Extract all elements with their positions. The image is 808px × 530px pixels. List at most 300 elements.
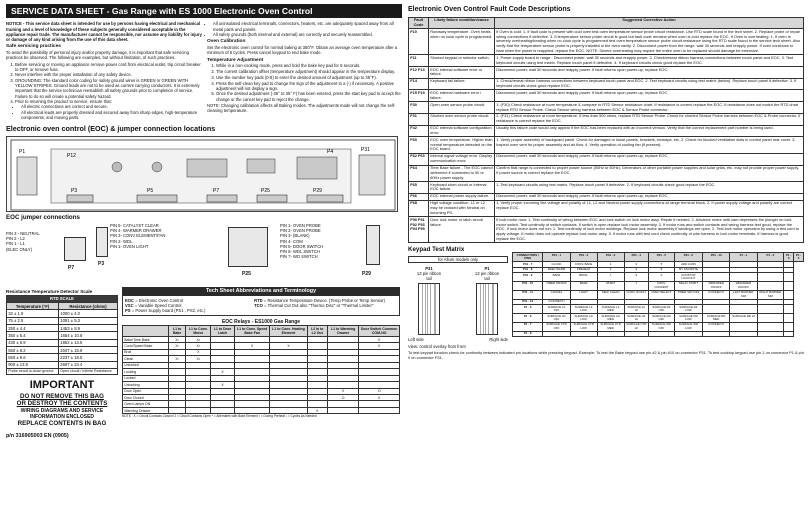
fault-code: F14: [409, 78, 429, 90]
keypad-cell: OVEN SELECT: [648, 290, 674, 299]
rtd-cell: 1852 ± 13.5: [59, 339, 118, 346]
left-side-label: Left side: [408, 337, 424, 343]
keypad-cell: [730, 305, 757, 314]
table-row: [409, 102, 804, 114]
fault-col-code: Fault Code: [409, 17, 429, 29]
keypad-cell: [730, 273, 757, 282]
fault-table: [408, 17, 804, 244]
fault-condition: Keyboard tail failure.: [429, 78, 495, 90]
rtd-cell: 75 ± 2.5: [7, 317, 59, 324]
label-p29: P29: [313, 187, 322, 194]
keypad-cell: TIMER ON/OFF: [543, 281, 570, 290]
safety-item: [15, 99, 202, 120]
keypad-cell: [702, 273, 729, 282]
safety-subitem: • All electric connections are correct and secure.: [21, 104, 202, 109]
keypad-left: [408, 246, 508, 349]
keypad-cell: [757, 273, 784, 282]
relay-cell: O: [359, 388, 400, 394]
jumper-pin: PIN 7- WD SWITCH: [280, 253, 318, 259]
keypad-cell: SURFACE WD LOW: [674, 322, 702, 331]
rtd-cell: 1654 ± 10.8: [59, 332, 118, 339]
ribbon-p1-tail: [476, 283, 498, 335]
keypad-cell: [784, 281, 794, 290]
eoc-board-diagram: [6, 136, 398, 212]
relay-mode: Bake/Time Bake: [123, 336, 169, 342]
keypad-side-labels: [408, 337, 508, 342]
table-row: [409, 137, 804, 153]
jumper-label-p29: P29: [362, 271, 371, 278]
relays-col: L1 to Bake: [169, 326, 186, 337]
keypad-col: P1 - 4: [794, 253, 804, 262]
relay-mode: Locking: [123, 369, 169, 375]
rtd-cell: 2047 ± 15.8: [59, 346, 118, 353]
label-p4: P4: [327, 148, 334, 155]
connector-p7: [207, 195, 237, 202]
component: [297, 157, 337, 179]
fault-action: If lock motor runs: 1. Test continuity of wiring between EOC and lock switch on lock motor assy. Repair if needed. 2. Advance motor until cam depresses the plunger on lock motor switch. Test continuity of switch contacts. If switch is open replace lock motor assembly. 3. If motor runs and switch contacts and wiring harness test good, replace the EOC. If lock motor does not run: 1. Test continuity of lock motor windings. Replace lock motor assembly if windings are open. 2. Test lock motor operation by using a test cord to apply voltage. If motor does not operate replace lock motor assy. 3. If motor runs with test cord check continuity of wire harness to lock motor terminals. If harness is good replace the EOC.: [495, 217, 804, 243]
keypad-cell: [702, 305, 729, 314]
relays-col: L1 to Conv. Speed Bake Fan: [234, 326, 270, 337]
relays-body: [123, 336, 400, 413]
safety-item: 3. GROUNDING: The standard color coding for safety ground wires is GREEN or GREEN WITH YELLOW STRIPES. Ground leads are not to be used as current carrying conductors. It is extremely important that the service technician reestablish all safety grounds prior to completion of service. Failure to do so will create a potential safety hazard.: [15, 78, 202, 99]
fault-condition: High voltage condition. L1 or L2 may be crossed with Neutral on incoming PS.: [429, 200, 495, 216]
relay-cell: X: [211, 382, 235, 388]
fault-action: Confirm that range is connected to proper power source (50Hz or 60Hz). Generators or other portable power supplies and solar grids, etc. may not provide proper power supply. If power source is correct replace the EOC.: [495, 165, 804, 181]
fault-action: 1. (F30) Check resistance at room temperature & compare to RTD Sensor resistance chart. If resistance is correct replace the EOC. If resistance does not match the RTD chart replace RTD Sensor Probe. Check Sensor wiring harness between EOC & Sensor Probe connector.: [495, 102, 804, 114]
abbrev-term: VSC: [125, 302, 134, 308]
keypad-cell: [757, 313, 784, 322]
keypad-cell: SURFACE CTR OFF: [543, 322, 570, 331]
keypad-cell: (CONNECT): [702, 290, 729, 299]
relays-table: [122, 325, 400, 414]
keypad-cell: BAKE: [570, 281, 597, 290]
jumper-pin: PIN 5- DOOR SWITCH: [280, 243, 324, 249]
keypad-col: P31 - 4: [624, 253, 648, 262]
important-line: OR DESTROY THE CONTENTS: [16, 400, 108, 408]
relay-cell: [169, 407, 186, 413]
relay-cell: X: [359, 343, 400, 349]
abbrev-term: RTD: [254, 297, 263, 303]
rtd-col-temp: Temperature (°F): [7, 303, 59, 310]
view-note: View: control overlay from front: [408, 344, 466, 350]
keypad-cell: [784, 322, 794, 331]
ribbon-p31: [414, 266, 444, 337]
table-row: [7, 354, 118, 361]
safety-cont-list: [207, 21, 401, 37]
label-p25: P25: [261, 187, 270, 194]
temp-adjust-item: 2. The current calibration offset (temperature adjustment) should appear in the temperature display.: [216, 69, 401, 74]
safety-item-text: Prior to returning the product to service, ensure that:: [15, 99, 112, 105]
fault-code: F90 F91 F92 F93 F94 F95: [409, 217, 429, 243]
temp-adjust-list: [207, 63, 401, 101]
keypad-row-head: P1 - 8: [513, 331, 543, 337]
board-svg: [7, 137, 399, 213]
keypad-matrix-body: [513, 262, 804, 337]
keypad-cell: SURFACE LF MED: [597, 305, 624, 314]
ribbon-p1: [472, 266, 502, 337]
ribbon-p1-label: P1: [484, 265, 490, 271]
relay-cell: X: [270, 343, 307, 349]
fault-condition: Open oven sensor probe circuit.: [429, 102, 495, 114]
keypad-cell: BAKE: [543, 273, 570, 282]
keypad-row-head: P1 - 6: [513, 313, 543, 322]
rtd-cell: 1091 ± 5.3: [59, 317, 118, 324]
keypad-matrix: [512, 252, 804, 337]
ribbon-p31-tail: [418, 283, 440, 335]
relay-cell: X: [186, 349, 211, 355]
abbrev-body: [122, 296, 400, 316]
page-title: SERVICE DATA SHEET - Gas Range with ES 1000 Electronic Oven Control: [6, 4, 402, 18]
right-column: [408, 0, 804, 361]
label-p12: P12: [67, 152, 76, 159]
jumper-pin: PIN 2- WDL: [110, 238, 133, 244]
relay-cell: X: [359, 336, 400, 342]
rtd-table: [6, 295, 118, 376]
relay-cell: [211, 407, 235, 413]
keypad-cell: PREHEAT: [570, 267, 597, 273]
component: [152, 162, 162, 172]
table-header-row: [409, 17, 804, 29]
fault-condition: Door lock motor or latch circuit failure.: [429, 217, 495, 243]
table-row: [513, 313, 804, 322]
fault-action: Disconnect power, wait 30 seconds and reapply power. If fault returns upon power-up, replace EOC.: [495, 66, 804, 78]
jumper-connector-p25: [228, 227, 268, 267]
jumper-pin: PIN 2- OVEN PROBE: [280, 228, 321, 234]
keypad-cell: [757, 331, 784, 337]
rtd-footer: Open circuit / Infinite Resistance: [59, 368, 118, 375]
jumper-pin: PIN 5- CATALYST CLEAR: [110, 223, 159, 229]
table-row: [513, 281, 804, 290]
table-row: [7, 332, 118, 339]
keypad-cell: SURFACE LF OFF: [543, 305, 570, 314]
temp-adjust-item: 3. Use the number key pads (0-9) to enter the desired amount of adjustment (up to 35°F).: [216, 75, 401, 80]
relay-mode: Door Open: [123, 388, 169, 394]
jumper-right-pins: [280, 223, 362, 259]
jumper-pin: PIN 3- (BLANK): [280, 233, 310, 239]
connector-p29: [307, 195, 343, 202]
keypad-cell: [784, 305, 794, 314]
jumper-label-p25: P25: [242, 271, 251, 278]
relay-cell: [327, 407, 358, 413]
temp-adjust-item: 1. While in a non-cooking mode, press and hold the bake key pad for 6 seconds.: [216, 63, 401, 68]
keypad-section: [408, 246, 804, 349]
table-row: [409, 66, 804, 78]
keypad-cell: LIGHT: [570, 290, 597, 299]
fault-code: F66: [409, 193, 429, 200]
keypad-row-head: P31 - 8: [513, 267, 543, 273]
relays-col: L2 In to L2 Out: [307, 326, 327, 337]
rtd-footer: Probe circuit is close ground: [7, 368, 59, 375]
keypad-cell: RIGHT BURNER SIM: [757, 290, 784, 299]
relays-heading: EOC Relays - ES1000 Gas Range: [221, 319, 301, 326]
keypad-cell: CLOCK: [543, 262, 570, 268]
abbrev-item: [254, 303, 397, 308]
relay-cell: X²: [186, 343, 211, 349]
relay-mode: Warming Drawer: [123, 407, 169, 413]
jumper-connector-p29: [366, 225, 380, 265]
fault-code: F15 F19: [409, 90, 429, 102]
relay-mode: Clean: [123, 356, 169, 362]
relay-mode: Oven Lamps ON: [123, 401, 169, 407]
notice-text: NOTICE - This service data sheet is intended for use by persons having electrical and mechanical training and a level of knowledge of these subjects generally considered acceptable in the appliance repair trade. The manufacturer cannot be responsible, nor assume any liability for injury or damage of any kind arising from the use of this data sheet.: [6, 21, 202, 42]
fault-condition: EOC internal software configuration error.: [429, 125, 495, 137]
keypad-cell: CONV. BAKE: [570, 262, 597, 268]
right-side-label: Right side: [489, 337, 508, 343]
component: [187, 159, 227, 177]
fault-condition: Time Base failure - The EOC cannot determine if connected to 50 or 60Hz power supply.: [430, 165, 493, 180]
important-line: DO NOT REMOVE THIS BAG: [20, 392, 104, 400]
part-number: p/n 316905003 EN (0905): [6, 432, 69, 439]
table-row: [123, 407, 400, 413]
relays-col: L1 to Warming Drawer: [327, 326, 358, 337]
keypad-row-head: P31 - 7: [513, 262, 543, 268]
fault-action: 1. Check/reseat ribbon harness connections between keyboard touch panel and EOC. 2. Test keyboard circuits using test matrix (below). Replace touch panel if defective. 3. If keyboard circuits check good replace EOC.: [495, 78, 804, 90]
keypad-subheading: for Allure models only: [408, 256, 508, 263]
keypad-cell: MY FAVORITE: [674, 267, 702, 273]
calibration-heading: Oven Calibration: [207, 39, 246, 45]
temp-adjust-heading: Temperature Adjustment: [207, 57, 264, 63]
table-row: [409, 78, 804, 90]
jumper-diagram: [6, 223, 398, 285]
table-row: [513, 331, 804, 337]
fault-code: F60: [409, 137, 429, 153]
keypad-cell: [674, 331, 702, 337]
fault-action: Disconnect power, wait 30 seconds and reapply power. If fault returns upon power-up, replace EOC.: [495, 193, 804, 200]
jumper-pin: PIN 1 - L1: [6, 241, 25, 247]
table-row: [409, 165, 804, 181]
keypad-cell: [543, 331, 570, 337]
keypad-cell: WDRAWER ON/OFF: [702, 281, 729, 290]
abbrev-right: [254, 298, 397, 313]
label-p7: P7: [213, 187, 220, 194]
jumper-pin: PIN 4- COM: [280, 238, 303, 244]
keypad-cell: WDRAWER ON/OFF: [730, 281, 757, 290]
safety-item: 2. Never interfere with the proper installation of any safety device.: [15, 72, 202, 77]
keypad-cell: START: [597, 281, 624, 290]
fault-action: Usually this failure code would only appear if the EOC has been replaced with an incorrect version. Verify that the correct replacement part number is being used.: [495, 125, 804, 137]
connector-p1: [17, 157, 37, 195]
keypad-cell: SURFACE LF LOW: [570, 305, 597, 314]
keypad-cell: 6: [624, 267, 648, 273]
keypad-col: P31 - 3: [597, 253, 624, 262]
keypad-cell: LEFT BURNER SIM: [730, 290, 757, 299]
keypad-col: P31 - 2: [570, 253, 597, 262]
abbrev-relays-block: [122, 287, 400, 439]
keypad-cell: 3: [624, 262, 648, 268]
safety-sublist: [15, 104, 202, 120]
keypad-cell: SURFACE CTR LOW: [570, 322, 597, 331]
keypad-col: P31 - 5: [648, 253, 674, 262]
fault-condition: EOC internal power supply failure.: [429, 193, 495, 200]
keypad-row-head: P31 - 9: [513, 273, 543, 282]
connector-p25: [257, 195, 287, 202]
temp-adjust-item: 4. Press the self-clean key pad to change the sign of the adjustment to a (-) if necessary. A positive adjustment will not display a sign.: [216, 81, 401, 91]
jumper-left-pins: [6, 231, 70, 252]
fault-col-cond: Likely failure condition/cause: [429, 17, 495, 29]
keypad-cell: SURFACE LR MED: [597, 313, 624, 322]
fault-code: F12 F13: [409, 66, 429, 78]
jumper-pin: PIN 1- OVEN LIGHT: [110, 243, 149, 249]
relays-col: L1 to Door Latch: [211, 326, 235, 337]
keypad-col: P31 - 13: [702, 253, 729, 262]
table-row: [409, 217, 804, 243]
relay-mode: Broil: [123, 349, 169, 355]
rtd-cell: 650 ± 9.6: [7, 354, 59, 361]
bottom-row: [6, 287, 402, 439]
jumper-connector-p7: [64, 237, 86, 261]
rtd-cell: 430 ± 6.9: [7, 339, 59, 346]
abbrev-term: PS: [125, 308, 131, 314]
fault-condition: Keyboard short circuit or Internal EOC failure.: [429, 181, 495, 193]
keypad-cell: 7: [624, 281, 648, 290]
keypad-cell: [570, 331, 597, 337]
keypad-matrix-block: [512, 246, 804, 349]
important-title: IMPORTANT: [29, 379, 95, 392]
relay-cell: X: [307, 407, 327, 413]
table-row: [409, 193, 804, 200]
keypad-cell: [730, 331, 757, 337]
fault-col-action: Suggested Corrective Action: [495, 17, 804, 29]
relay-mode: Door Closed: [123, 395, 169, 401]
keypad-row-head: P31 - 12: [513, 299, 543, 305]
table-row: [7, 317, 118, 324]
keypad-cell: CANCEL: [543, 290, 570, 299]
keypad-cell: [757, 281, 784, 290]
jumper-note: (ELEC ONLY): [6, 246, 32, 252]
relay-mode: Unlocked: [123, 362, 169, 368]
relay-cell: O: [327, 395, 358, 401]
relays-col-empty: [123, 326, 169, 337]
keypad-col: P1 - 2: [757, 253, 784, 262]
relays-col: L1 to Conv. Motor: [186, 326, 211, 337]
relay-cell: [359, 407, 400, 413]
rtd-block: [6, 287, 118, 439]
fault-code: F65: [409, 181, 429, 193]
fault-code: F42: [409, 125, 429, 137]
fault-action: 1. Power supply board to range - Disconnect power, wait 30 seconds and reapply power. 2. Check/reseat ribbon harness connections between touch panel and EOC. 3. Test keyboard circuits using test matrix. Replace touch panel if defective. 4. If keyboard circuits check good replace the EOC.: [495, 55, 804, 67]
jumper-mid-pins: [110, 223, 220, 249]
important-box: [6, 379, 118, 427]
fault-condition: Internal signal voltage error. Display communication error.: [429, 153, 495, 165]
table-row: [513, 322, 804, 331]
relay-mode: Conv/Speed Bake: [123, 343, 169, 349]
table-row: [409, 55, 804, 67]
label-p5: P5: [147, 187, 154, 194]
rtd-col-res: Resistance (ohms): [59, 303, 118, 310]
rtd-cell: 250 ± 4.4: [7, 325, 59, 332]
keypad-cell: [784, 290, 794, 299]
keypad-cell: SURFACE LF HI: [624, 305, 648, 314]
important-line: INFORMATION ENCLOSED: [29, 414, 95, 421]
rtd-cell: 550 ± 8.2: [7, 346, 59, 353]
table-row: [7, 339, 118, 346]
fault-heading: Electronic Oven Control Fault Code Descriptions: [408, 6, 571, 13]
relay-mode: Unlocking: [123, 382, 169, 388]
rtd-cell: 1000 ± 4.0: [59, 310, 118, 317]
relay-cell: X: [211, 369, 235, 375]
keypad-cell: KEEP WARM: [543, 267, 570, 273]
important-line: WIRING DIAGRAMS AND SERVICE: [20, 407, 104, 414]
locations-heading: Electronic oven control (EOC) & jumper connection locations: [6, 123, 216, 133]
keypad-cell: (CONNECT): [702, 322, 729, 331]
relay-cell: [234, 407, 270, 413]
fault-condition: Shorted oven sensor probe circuit.: [429, 113, 495, 125]
relay-cell: X¹: [169, 343, 186, 349]
relay-cell: X¹: [169, 356, 186, 362]
connector-p3: [67, 195, 93, 202]
table-row: [513, 273, 804, 282]
rtd-cell: 32 ± 1.9: [7, 310, 59, 317]
jumper-pin: PIN 1- OVEN PROBE: [280, 223, 321, 229]
rtd-heading: Resistance Temperature Detector Scale: [6, 289, 93, 295]
abbrev-left: [125, 298, 250, 313]
fault-action: If Oven is cold: 1. If fault code is present with cold oven test oven temperature sensor probe circuit resistance. Use RTD scale found in the tech sheet. 2. Replace probe or repair wiring connections if defective. 3. If temperature sensor probe circuit is good but fault code remains when oven is cold replace the EOC. If Oven is overheating: 1. If oven is severely overheating/heating when no cook cycle is programmed test oven temperature sensor probe circuit resistance using the RTD scale found in the service tech sheet. Also verify that the temperature sensor probe is properly installed in the oven cavity. 2. Disconnect power from the range, wait 30 seconds and reapply power. If oven continues to heat when the power is reapplied, replace the EOC. NOTE: Severe overheating may require the entire oven to be replaced should damage be extensive.: [495, 29, 804, 55]
safety-cont-item: • All safety grounds (both internal and external) are correctly and securely reassembled.: [213, 32, 401, 37]
rtd-cell: 900 ± 13.6: [7, 361, 59, 368]
temp-adjust-note: NOTE: Changing calibration affects all Baking modes. The adjustments made will not change the self-cleaning temperature.: [207, 103, 396, 114]
keypad-row-head: P31 - 10: [513, 281, 543, 290]
keypad-footer: To test keypad function check for continuity between indicated pin locations while pressing keypad. Example: To test the Bake keypad use pin #2 & pin #10 on connector P31. To test cooktop keypad use pin 1 on connector P1 & pin 9 on connector P31.: [408, 350, 804, 361]
table-row: [7, 346, 118, 353]
rtd-cell: 2237 ± 18.5: [59, 354, 118, 361]
jumper-connector-p3: [96, 227, 108, 257]
connector-p5: [137, 195, 177, 202]
keypad-cell: 8: [648, 267, 674, 273]
fault-code: F64: [409, 165, 429, 181]
keypad-cell: DELAY START: [674, 281, 702, 290]
keypad-col: CONNECTORS / PINS: [513, 253, 543, 262]
keypad-cell: [784, 331, 794, 337]
keypad-cell: SURFACE RF OFF: [648, 305, 674, 314]
relay-cell: X: [234, 343, 270, 349]
keypad-cell: SURFACE LR HI: [624, 313, 648, 322]
fault-condition: EOC internal hardware error / failure.: [429, 90, 495, 102]
fault-code: F11: [409, 55, 429, 67]
abbrev-heading: Tech Sheet Abbreviations and Terminology: [122, 287, 400, 296]
label-p3: P3: [71, 187, 78, 194]
keypad-cell: CONV. ROAST: [624, 290, 648, 299]
keypad-cell: 5: [648, 262, 674, 268]
jumper-pin: PIN 3- CONV ELEMENT/FAN: [110, 233, 166, 239]
keypad-cell: SURFACE LR OFF: [543, 313, 570, 322]
table-row: [409, 90, 804, 102]
table-row: [409, 125, 804, 137]
table-row: [409, 153, 804, 165]
safety-item: 1. Before servicing or moving an appliance remove power cord from electrical outlet, trip circuit breaker to OFF, or remove fuse.: [15, 62, 202, 72]
ribbon-p31-sub: 13 pin ribbon tail: [416, 270, 442, 282]
keypad-col: P1 - 3: [784, 253, 794, 262]
keypad-cell: [757, 322, 784, 331]
label-p1: P1: [19, 148, 26, 155]
keypad-cell: [784, 273, 794, 282]
keypad-cell: SURFACE CTR MED: [597, 322, 624, 331]
left-text-col: [6, 21, 202, 121]
safety-cont-item: • All uninsulated electrical terminals, connectors, heaters, etc. are adequately spaced away from all metal parts and panels.: [213, 21, 401, 31]
jumper-pin: PIN 6- WDL SWITCH: [280, 248, 320, 254]
table-row: [7, 361, 118, 368]
keypad-col: P31 - 6: [674, 253, 702, 262]
ribbon-p1-sub: 13 pin ribbon tail: [474, 270, 500, 282]
rtd-cell: 350 ± 5.4: [7, 332, 59, 339]
temp-adjust-item: 5. Once the desired adjustment (-35° to 35° F) has been entered, press the start key pad to accept the change or the cancel key pad to reject the change.: [216, 91, 401, 101]
keypad-cell: [702, 331, 729, 337]
keypad-cell: SELF CLEAN: [597, 290, 624, 299]
fault-code: F10: [409, 29, 429, 55]
keypad-cell: SURFACE CTR HI: [624, 322, 648, 331]
jumper-pin: PIN 3 - NEUTRAL: [6, 231, 40, 237]
keypad-cell: 0: [648, 273, 674, 282]
abbrev-term: TCO: [254, 302, 263, 308]
